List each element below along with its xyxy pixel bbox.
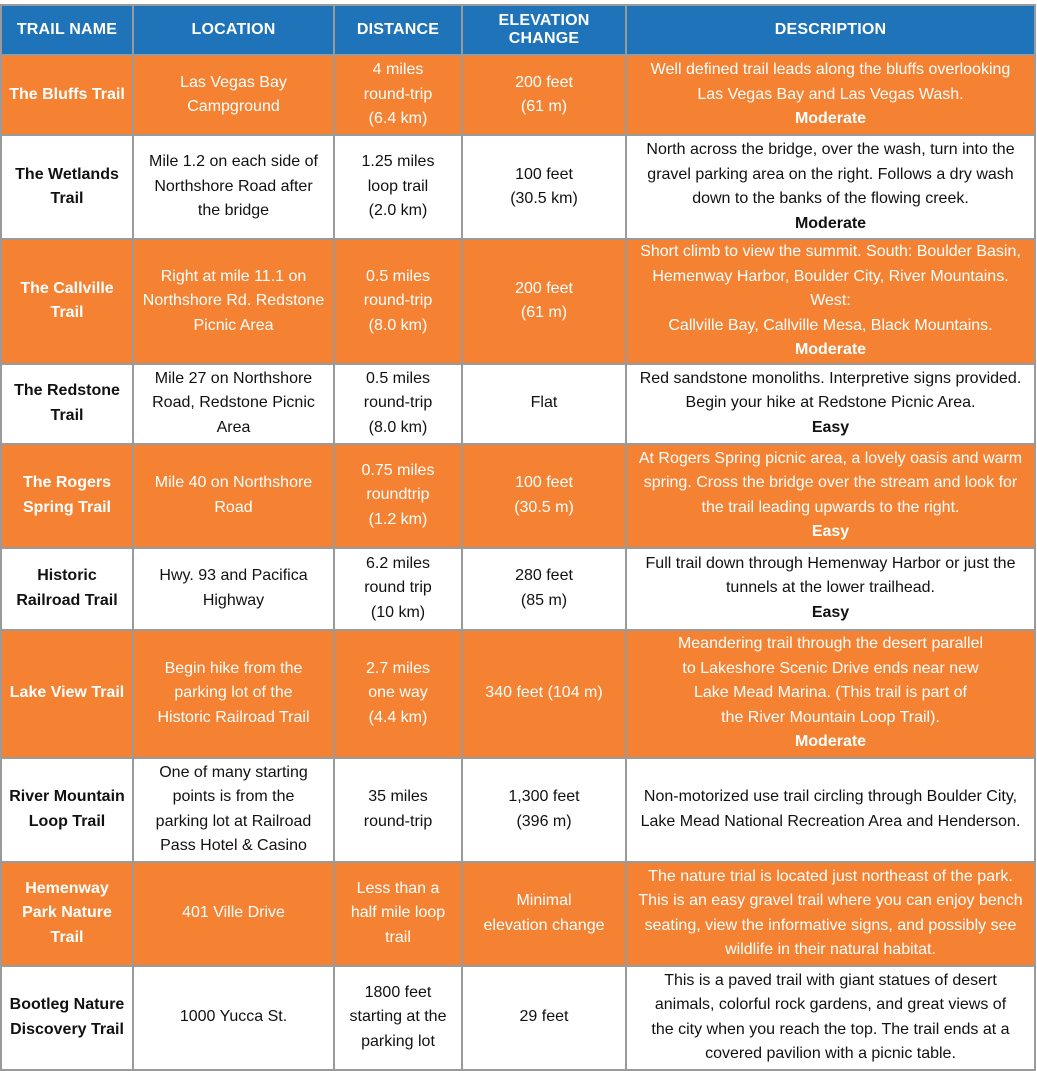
location-cell: One of many starting points is from the parking lot at Railroad Pass Hotel & Casino (133, 758, 334, 862)
elevation-cell: 340 feet (104 m) (462, 630, 626, 758)
elevation-cell: Flat (462, 364, 626, 444)
difficulty-label: Easy (811, 523, 850, 540)
location-cell: 401 Ville Drive (133, 862, 334, 966)
description-cell (626, 444, 1035, 548)
table-row (1, 548, 1035, 630)
trail-name-cell: The Bluffs Trail (1, 55, 133, 135)
description-cell (626, 630, 1035, 758)
distance-cell: 0.5 miles round-trip (8.0 km) (334, 364, 462, 444)
distance-cell: 1800 feet starting at the parking lot (334, 966, 462, 1070)
table-row (1, 55, 1035, 135)
header-description: DESCRIPTION (626, 5, 1035, 55)
difficulty-label: Moderate (794, 341, 867, 358)
table-row (1, 135, 1035, 239)
distance-cell: 0.75 miles roundtrip (1.2 km) (334, 444, 462, 548)
elevation-cell: 29 feet (462, 966, 626, 1070)
table-row (1, 966, 1035, 1070)
location-cell: 1000 Yucca St. (133, 966, 334, 1070)
header-elevation-change: ELEVATION CHANGE (462, 5, 626, 55)
table-row (1, 364, 1035, 444)
distance-cell: 1.25 miles loop trail (2.0 km) (334, 135, 462, 239)
elevation-cell: 200 feet (61 m) (462, 55, 626, 135)
header-distance: DISTANCE (334, 5, 462, 55)
location-cell: Hwy. 93 and Pacifica Highway (133, 548, 334, 630)
table-row (1, 239, 1035, 364)
description-cell (626, 135, 1035, 239)
distance-cell: Less than a half mile loop trail (334, 862, 462, 966)
table-row (1, 444, 1035, 548)
elevation-cell: 280 feet (85 m) (462, 548, 626, 630)
elevation-cell: 100 feet (30.5 km) (462, 135, 626, 239)
description-text: Red sandstone monoliths. Interpretive signs provided. Begin your hike at Redstone Picnic Area. (639, 369, 1022, 412)
description-cell (626, 364, 1035, 444)
header-row (1, 5, 1035, 55)
trail-name-cell: The Redstone Trail (1, 364, 133, 444)
description-text: North across the bridge, over the wash, turn into the gravel parking area on the right. Follows a dry wash down to the banks of the flowing creek. (646, 141, 1015, 207)
location-cell: Mile 40 on Northshore Road (133, 444, 334, 548)
description-cell (626, 548, 1035, 630)
description-cell: This is a paved trail with giant statues of desert animals, colorful rock gardens, and great views of the city when you reach the top. The trail ends at a covered pavilion with a picnic table. (626, 966, 1035, 1070)
location-cell: Right at mile 11.1 on Northshore Rd. Redstone Picnic Area (133, 239, 334, 364)
table-row (1, 630, 1035, 758)
trail-name-cell: The Rogers Spring Trail (1, 444, 133, 548)
description-text: Full trail down through Hemenway Harbor or just the tunnels at the lower trailhead. (645, 554, 1016, 597)
difficulty-label: Moderate (794, 733, 867, 751)
difficulty-label: Easy (811, 603, 850, 621)
description-cell: The nature trial is located just northeast of the park. This is an easy gravel trail where you can enjoy bench seating, view the informative signs, and possibly see wildlife in their natural habitat. (626, 862, 1035, 966)
description-cell (626, 239, 1035, 364)
table-row (1, 758, 1035, 862)
elevation-cell: 100 feet (30.5 m) (462, 444, 626, 548)
location-cell: Mile 1.2 on each side of Northshore Road after the bridge (133, 135, 334, 239)
header-location: LOCATION (133, 5, 334, 55)
trail-name-cell: Lake View Trail (1, 630, 133, 758)
difficulty-label: Moderate (794, 110, 867, 128)
trail-name-cell: River Mountain Loop Trail (1, 758, 133, 862)
distance-cell: 35 miles round-trip (334, 758, 462, 862)
description-cell (626, 55, 1035, 135)
elevation-cell: Minimal elevation change (462, 862, 626, 966)
difficulty-label: Easy (811, 418, 850, 436)
elevation-cell: 1,300 feet (396 m) (462, 758, 626, 862)
distance-cell: 4 miles round-trip (6.4 km) (334, 55, 462, 135)
description-text: Well defined trail leads along the bluffs overlooking Las Vegas Bay and Las Vegas Wash. (650, 61, 1011, 103)
location-cell: Mile 27 on Northshore Road, Redstone Picnic Area (133, 364, 334, 444)
distance-cell: 2.7 miles one way (4.4 km) (334, 630, 462, 758)
table-row (1, 862, 1035, 966)
distance-cell: 6.2 miles round trip (10 km) (334, 548, 462, 630)
elevation-cell: 200 feet (61 m) (462, 239, 626, 364)
distance-cell: 0.5 miles round-trip (8.0 km) (334, 239, 462, 364)
description-text: At Rogers Spring picnic area, a lovely oasis and warm spring. Cross the bridge over the stream and look for the trail leading upwards to the right. (638, 449, 1023, 516)
location-cell: Begin hike from the parking lot of the Historic Railroad Trail (133, 630, 334, 758)
location-cell: Las Vegas Bay Campground (133, 55, 334, 135)
trail-name-cell: Bootleg Nature Discovery Trail (1, 966, 133, 1070)
trails-table (0, 4, 1036, 1071)
trail-name-cell: The Wetlands Trail (1, 135, 133, 239)
header-trail-name: TRAIL NAME (1, 5, 133, 55)
description-text: Meandering trail through the desert parallel to Lakeshore Scenic Drive ends near new Lake Mead Marina. (This trail is part of the River Mountain Loop Trail). (677, 635, 984, 726)
description-cell: Non-motorized use trail circling through Boulder City, Lake Mead National Recreation Area and Henderson. (626, 758, 1035, 862)
trail-name-cell: Hemenway Park Nature Trail (1, 862, 133, 966)
trail-name-cell: Historic Railroad Trail (1, 548, 133, 630)
description-text: Short climb to view the summit. South: Boulder Basin, Hemenway Harbor, Boulder City, River Mountains. West: Callville Bay, Callville Mesa, Black Mountains. (640, 243, 1021, 334)
difficulty-label: Moderate (794, 214, 867, 232)
trail-name-cell: The Callville Trail (1, 239, 133, 364)
